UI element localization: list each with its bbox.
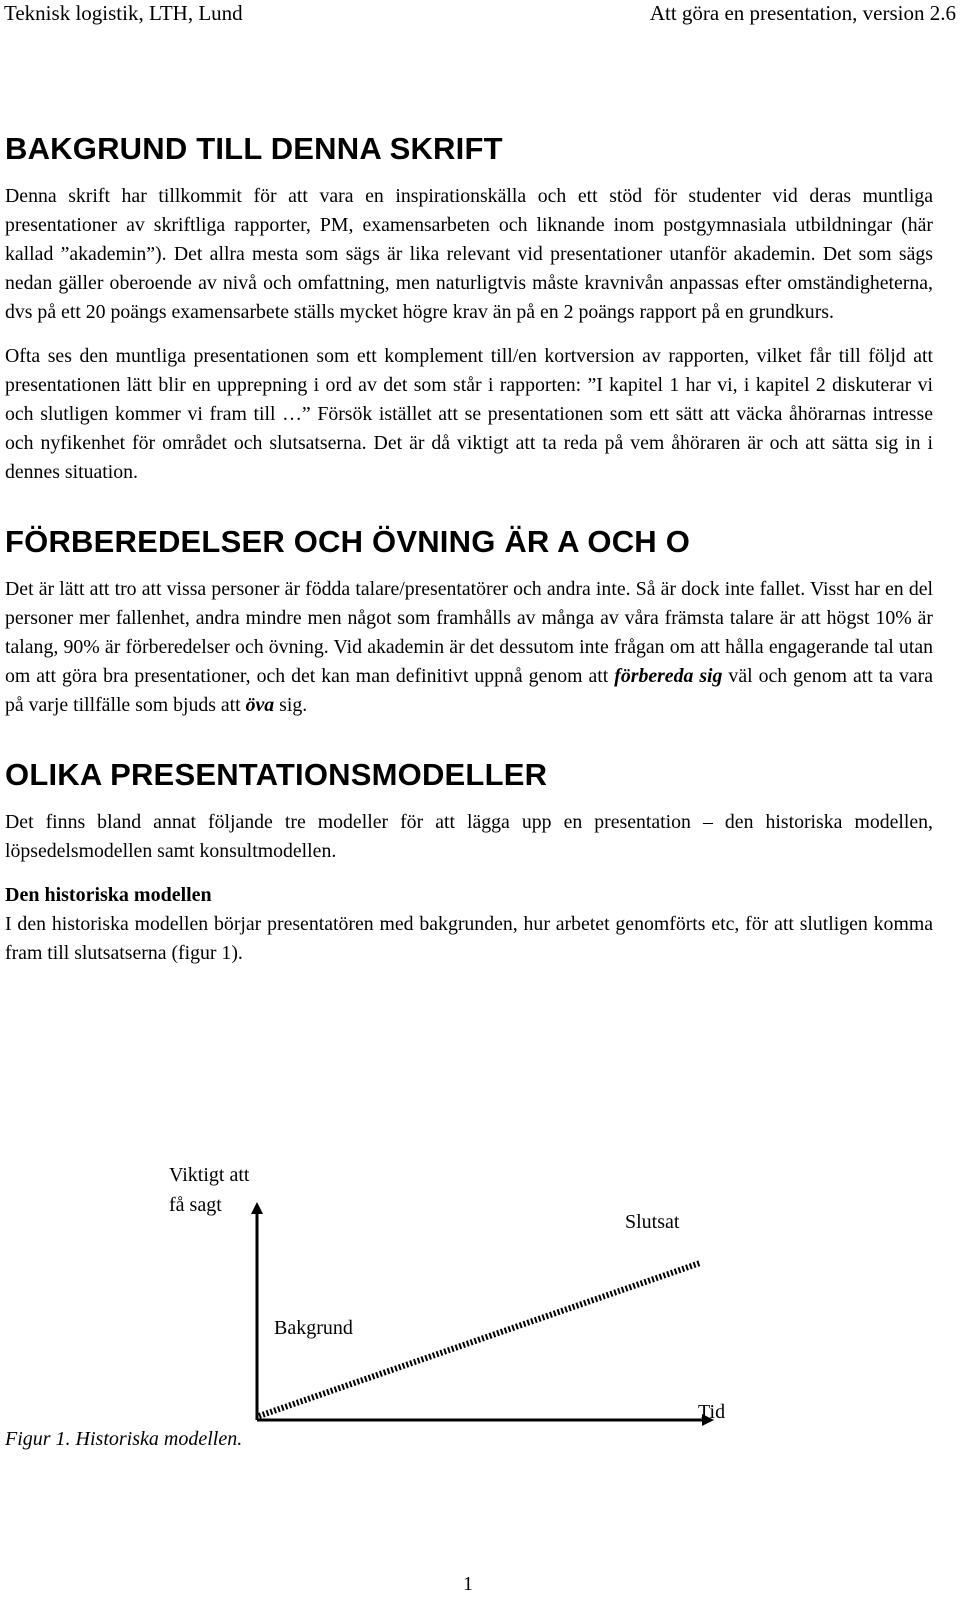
- text-run: sig.: [274, 694, 308, 716]
- section-title-models: OLIKA PRESENTATIONSMODELLER: [5, 757, 548, 792]
- figure-caption: Figur 1. Historiska modellen.: [5, 1428, 243, 1450]
- label-conclusion: Slutsat: [625, 1211, 680, 1233]
- text-run: väl och genom att ta vara på varje tillfälle som bjuds att: [5, 665, 934, 716]
- paragraph-preparation-1: [5, 575, 933, 720]
- header-left-text: Teknisk logistik, LTH, Lund: [4, 1, 243, 25]
- x-axis-label: Tid: [698, 1401, 726, 1423]
- page-number: 1: [463, 1573, 473, 1595]
- running-header: [4, 0, 956, 28]
- section-title-preparation: FÖRBEREDELSER OCH ÖVNING ÄR A OCH O: [5, 524, 691, 559]
- y-axis-label-line2: få sagt: [169, 1194, 222, 1216]
- y-axis-label-line1: Viktigt att: [169, 1164, 250, 1186]
- paragraph-models-2: I den historiska modellen börjar presentatören med bakgrunden, hur arbetet genomförts etc, för att slutligen komma fram till slutsatserna (figur 1).: [5, 913, 933, 964]
- paragraph-background-2: Ofta ses den muntliga presentationen som ett komplement till/en kortversion av rapporten, vilket får till följd att presentationen lätt blir en upprepning i ord av det som står i rapporten: ”I kapitel 1 har vi, i kapitel 2 diskuterar vi och slutligen kommer vi fram till …” Försök istället att se presentationen som ett sätt att väcka åhörarnas intresse och nyfikenhet för området och slutsatserna. Det är då viktigt att ta reda på vem åhöraren är och att sätta sig in i dennes situation.: [5, 345, 933, 483]
- figure-historical-model: [0, 1150, 800, 1470]
- header-right-text: Att göra en presentation, version 2.6: [649, 1, 956, 25]
- section-title-background: BAKGRUND TILL DENNA SKRIFT: [5, 131, 503, 166]
- subheading-historical-model: Den historiska modellen: [5, 884, 212, 906]
- paragraph-models-1: Det finns bland annat följande tre modeller för att lägga upp en presentation – den historiska modellen, löpsedelsmodellen samt konsultmodellen.: [5, 811, 933, 862]
- emphasis-practice: öva: [245, 694, 275, 716]
- emphasis-prepare: förbereda sig: [614, 665, 723, 687]
- text-run: Det är lätt att tro att vissa personer är födda talare/presentatörer och andra inte. Så är dock inte fallet. Visst har en del personer mer fallenhet, andra mindre men något som framhålls av många av våra främsta talare är att högst 10% är talang, 90% är förberedelser och övning. Vid akademin är det dessutom inte frågan om att hålla engagerande tal utan om att göra bra presentationer, och det kan man definitivt uppnå genom att: [5, 578, 933, 687]
- paragraph-background-1: Denna skrift har tillkommit för att vara en inspirationskälla och ett stöd för studenter vid deras muntliga presentationer av skriftliga rapporter, PM, examensarbeten och liknande inom postgymnasiala utbildningar (här kallad ”akademin”). Det allra mesta som sägs är lika relevant vid presentationer utanför akademin. Det som sägs nedan gäller oberoende av nivå och omfattning, men naturligtvis måste kravnivån anpassas efter omständigheterna, dvs på ett 20 poängs examensarbete ställs mycket högre krav än på en 2 poängs rapport på en grundkurs.: [5, 185, 933, 323]
- label-background: Bakgrund: [274, 1317, 353, 1339]
- document-body: [5, 130, 933, 968]
- figure-diagram: [0, 1150, 800, 1470]
